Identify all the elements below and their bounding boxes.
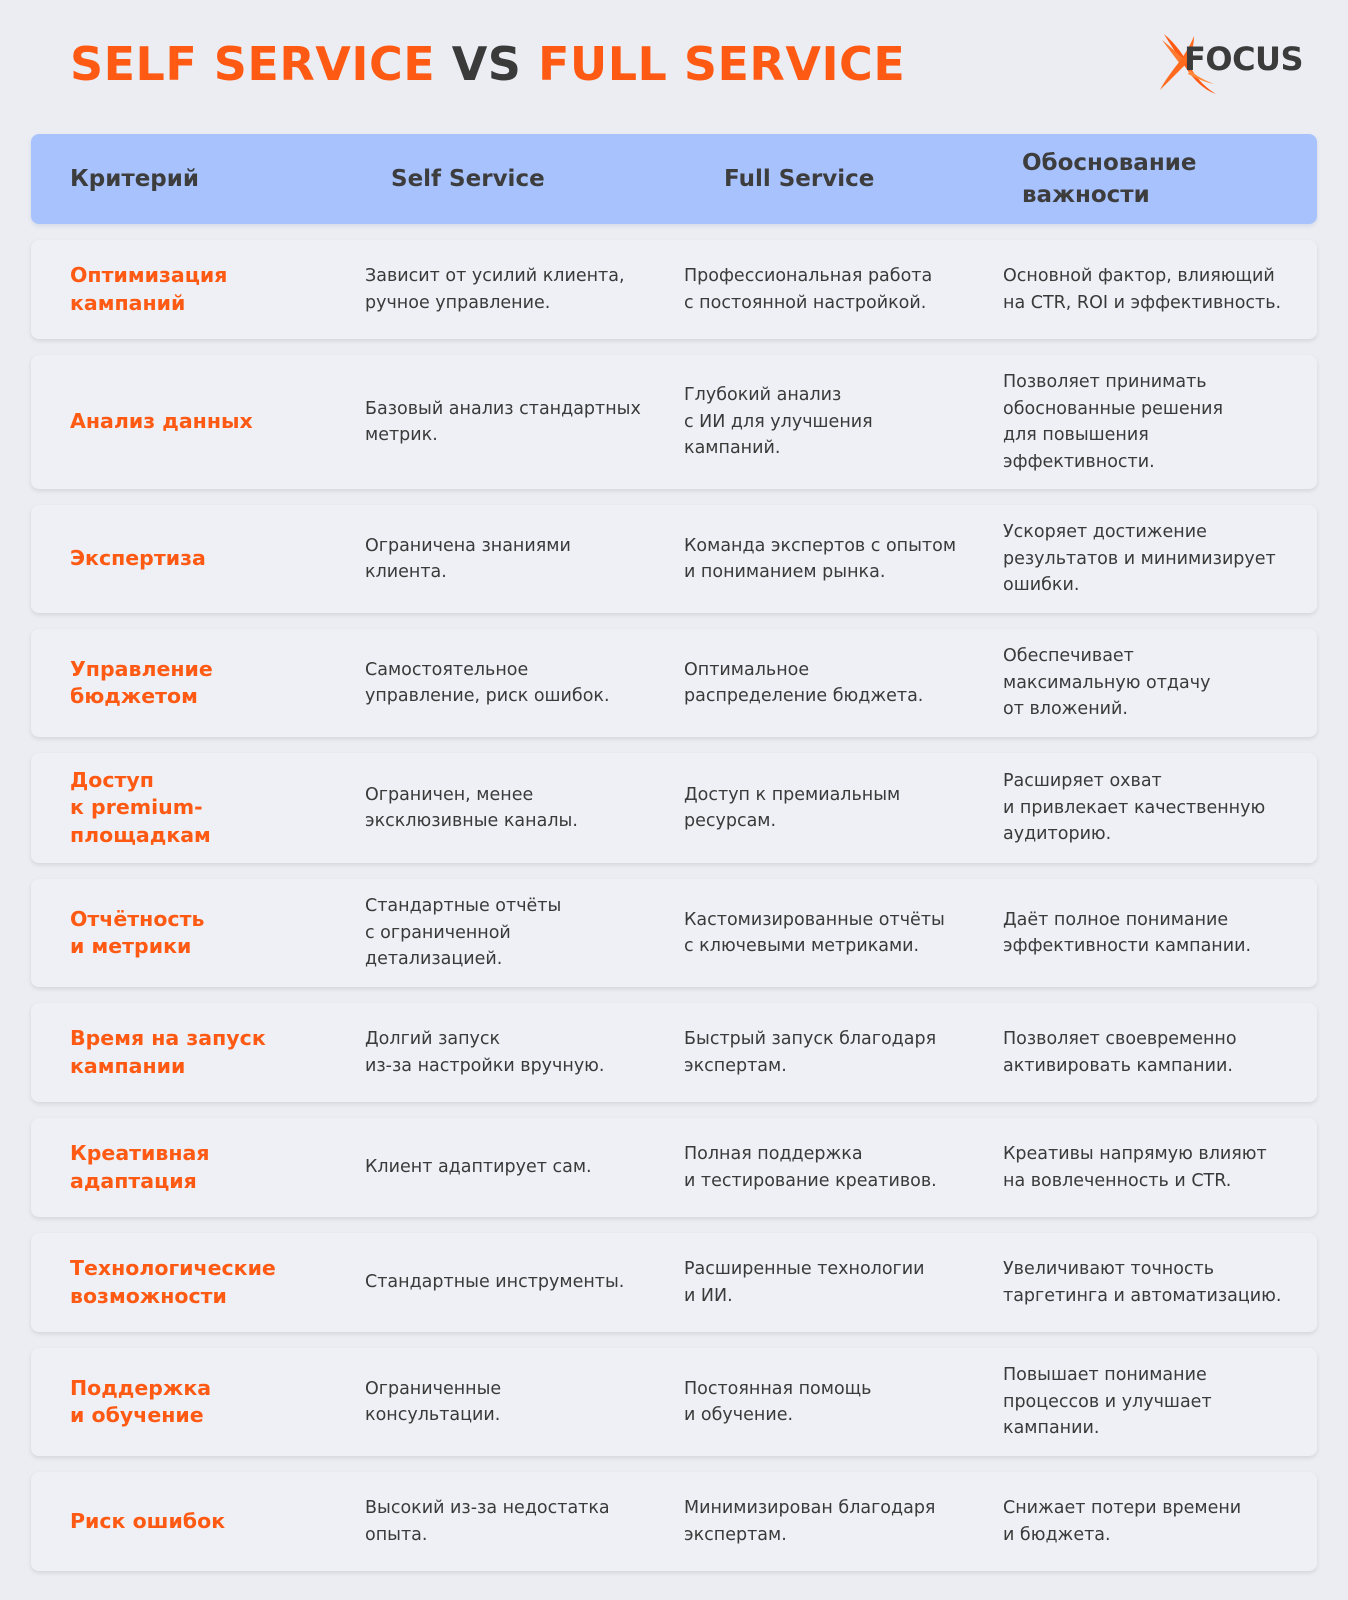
row-self-service — [365, 505, 670, 613]
header-full-service: Full Service — [724, 166, 875, 192]
page-title — [70, 36, 905, 92]
full-service-text: Команда экспертов с опытом и пониманием рынка. — [684, 535, 957, 582]
row-full-service — [684, 629, 989, 737]
row-criterion — [70, 505, 320, 613]
self-service-text: Ограниченные консультации. — [365, 1378, 502, 1425]
table-row — [31, 1472, 1317, 1571]
row-self-service — [365, 1472, 670, 1571]
focus-logo — [1158, 30, 1328, 96]
logo-text: FOCUS — [1184, 40, 1304, 78]
table-row — [31, 355, 1317, 489]
reason-text: Креативы напрямую влияют на вовлеченность и CTR. — [1003, 1144, 1267, 1191]
row-reason — [1003, 1003, 1313, 1102]
row-self-service — [365, 879, 670, 987]
header-self-service: Self Service — [391, 166, 545, 192]
row-reason — [1003, 879, 1313, 987]
row-reason — [1003, 1348, 1313, 1456]
row-full-service — [684, 1348, 989, 1456]
row-criterion — [70, 1348, 320, 1456]
table-row — [31, 1233, 1317, 1332]
full-service-text: Быстрый запуск благодаря экспертам. — [684, 1029, 937, 1076]
row-criterion — [70, 355, 320, 489]
reason-text: Ускоряет достижение результатов и минимизирует ошибки. — [1003, 522, 1276, 596]
row-full-service — [684, 1118, 989, 1217]
row-self-service — [365, 1118, 670, 1217]
self-service-text: Клиент адаптирует сам. — [365, 1157, 592, 1178]
criterion-text: Доступ к premium- площадкам — [70, 767, 211, 847]
self-service-text: Ограничена знаниями клиента. — [365, 535, 571, 582]
row-reason — [1003, 355, 1313, 489]
row-criterion — [70, 753, 320, 863]
criterion-text: Отчётность и метрики — [70, 906, 205, 958]
row-full-service — [684, 879, 989, 987]
row-self-service — [365, 1348, 670, 1456]
self-service-text: Зависит от усилий клиента, ручное управление. — [365, 266, 625, 313]
reason-text: Даёт полное понимание эффективности кампании. — [1003, 909, 1252, 956]
row-full-service — [684, 240, 989, 339]
reason-text: Увеличивают точность таргетинга и автоматизацию. — [1003, 1259, 1282, 1306]
row-reason — [1003, 1472, 1313, 1571]
row-self-service — [365, 1233, 670, 1332]
self-service-text: Стандартные отчёты с ограниченной детализацией. — [365, 896, 562, 970]
criterion-text: Управление бюджетом — [70, 656, 213, 708]
table-row — [31, 1003, 1317, 1102]
reason-text: Позволяет своевременно активировать кампании. — [1003, 1029, 1237, 1076]
row-criterion — [70, 1003, 320, 1102]
row-self-service — [365, 355, 670, 489]
title-full-service: FULL SERVICE — [537, 37, 906, 91]
row-criterion — [70, 1472, 320, 1571]
row-full-service — [684, 505, 989, 613]
row-criterion — [70, 879, 320, 987]
reason-text: Расширяет охват и привлекает качественную аудиторию. — [1003, 771, 1266, 845]
table-row — [31, 753, 1317, 863]
row-full-service — [684, 753, 989, 863]
reason-text: Повышает понимание процессов и улучшает кампании. — [1003, 1365, 1212, 1439]
full-service-text: Постоянная помощь и обучение. — [684, 1378, 872, 1425]
row-reason — [1003, 1233, 1313, 1332]
row-reason — [1003, 240, 1313, 339]
full-service-text: Расширенные технологии и ИИ. — [684, 1259, 925, 1306]
criterion-text: Технологические возможности — [70, 1256, 276, 1308]
table-header — [31, 134, 1317, 224]
header-criterion: Критерий — [70, 166, 200, 192]
criterion-text: Анализ данных — [70, 409, 253, 434]
row-criterion — [70, 240, 320, 339]
criterion-text: Поддержка и обучение — [70, 1375, 212, 1427]
full-service-text: Глубокий анализ с ИИ для улучшения кампаний. — [684, 385, 873, 459]
reason-text: Снижает потери времени и бюджета. — [1003, 1498, 1242, 1545]
table-row — [31, 879, 1317, 987]
title-vs: VS — [451, 37, 522, 91]
criterion-text: Риск ошибок — [70, 1508, 226, 1533]
row-reason — [1003, 505, 1313, 613]
row-full-service — [684, 1233, 989, 1332]
row-criterion — [70, 1233, 320, 1332]
row-full-service — [684, 1472, 989, 1571]
criterion-text: Креативная адаптация — [70, 1141, 210, 1193]
table-row — [31, 1348, 1317, 1456]
row-reason — [1003, 753, 1313, 863]
full-service-text: Оптимальное распределение бюджета. — [684, 659, 924, 706]
full-service-text: Профессиональная работа с постоянной настройкой. — [684, 266, 933, 313]
self-service-text: Высокий из-за недостатка опыта. — [365, 1498, 610, 1545]
full-service-text: Кастомизированные отчёты с ключевыми метриками. — [684, 909, 945, 956]
title-self-service: SELF SERVICE — [70, 37, 436, 91]
row-full-service — [684, 355, 989, 489]
reason-text: Позволяет принимать обоснованные решения для повышения эффективности. — [1003, 372, 1224, 472]
reason-text: Обеспечивает максимальную отдачу от вложений. — [1003, 646, 1211, 720]
table-row — [31, 240, 1317, 339]
criterion-text: Оптимизация кампаний — [70, 263, 228, 315]
self-service-text: Самостоятельное управление, риск ошибок. — [365, 659, 610, 706]
full-service-text: Полная поддержка и тестирование креативов. — [684, 1144, 937, 1191]
reason-text: Основной фактор, влияющий на CTR, ROI и эффективность. — [1003, 266, 1282, 313]
table-row — [31, 1118, 1317, 1217]
table-row — [31, 629, 1317, 737]
full-service-text: Доступ к премиальным ресурсам. — [684, 784, 901, 831]
header-reason: Обоснование важности — [1022, 150, 1197, 208]
table-row — [31, 505, 1317, 613]
row-reason — [1003, 1118, 1313, 1217]
row-self-service — [365, 753, 670, 863]
row-self-service — [365, 629, 670, 737]
self-service-text: Ограничен, менее эксклюзивные каналы. — [365, 784, 578, 831]
criterion-text: Экспертиза — [70, 546, 206, 571]
self-service-text: Базовый анализ стандартных метрик. — [365, 398, 641, 445]
self-service-text: Долгий запуск из-за настройки вручную. — [365, 1029, 605, 1076]
row-self-service — [365, 240, 670, 339]
criterion-text: Время на запуск кампании — [70, 1026, 266, 1078]
self-service-text: Стандартные инструменты. — [365, 1272, 625, 1293]
row-criterion — [70, 629, 320, 737]
row-self-service — [365, 1003, 670, 1102]
row-reason — [1003, 629, 1313, 737]
row-full-service — [684, 1003, 989, 1102]
row-criterion — [70, 1118, 320, 1217]
full-service-text: Минимизирован благодаря экспертам. — [684, 1498, 936, 1545]
